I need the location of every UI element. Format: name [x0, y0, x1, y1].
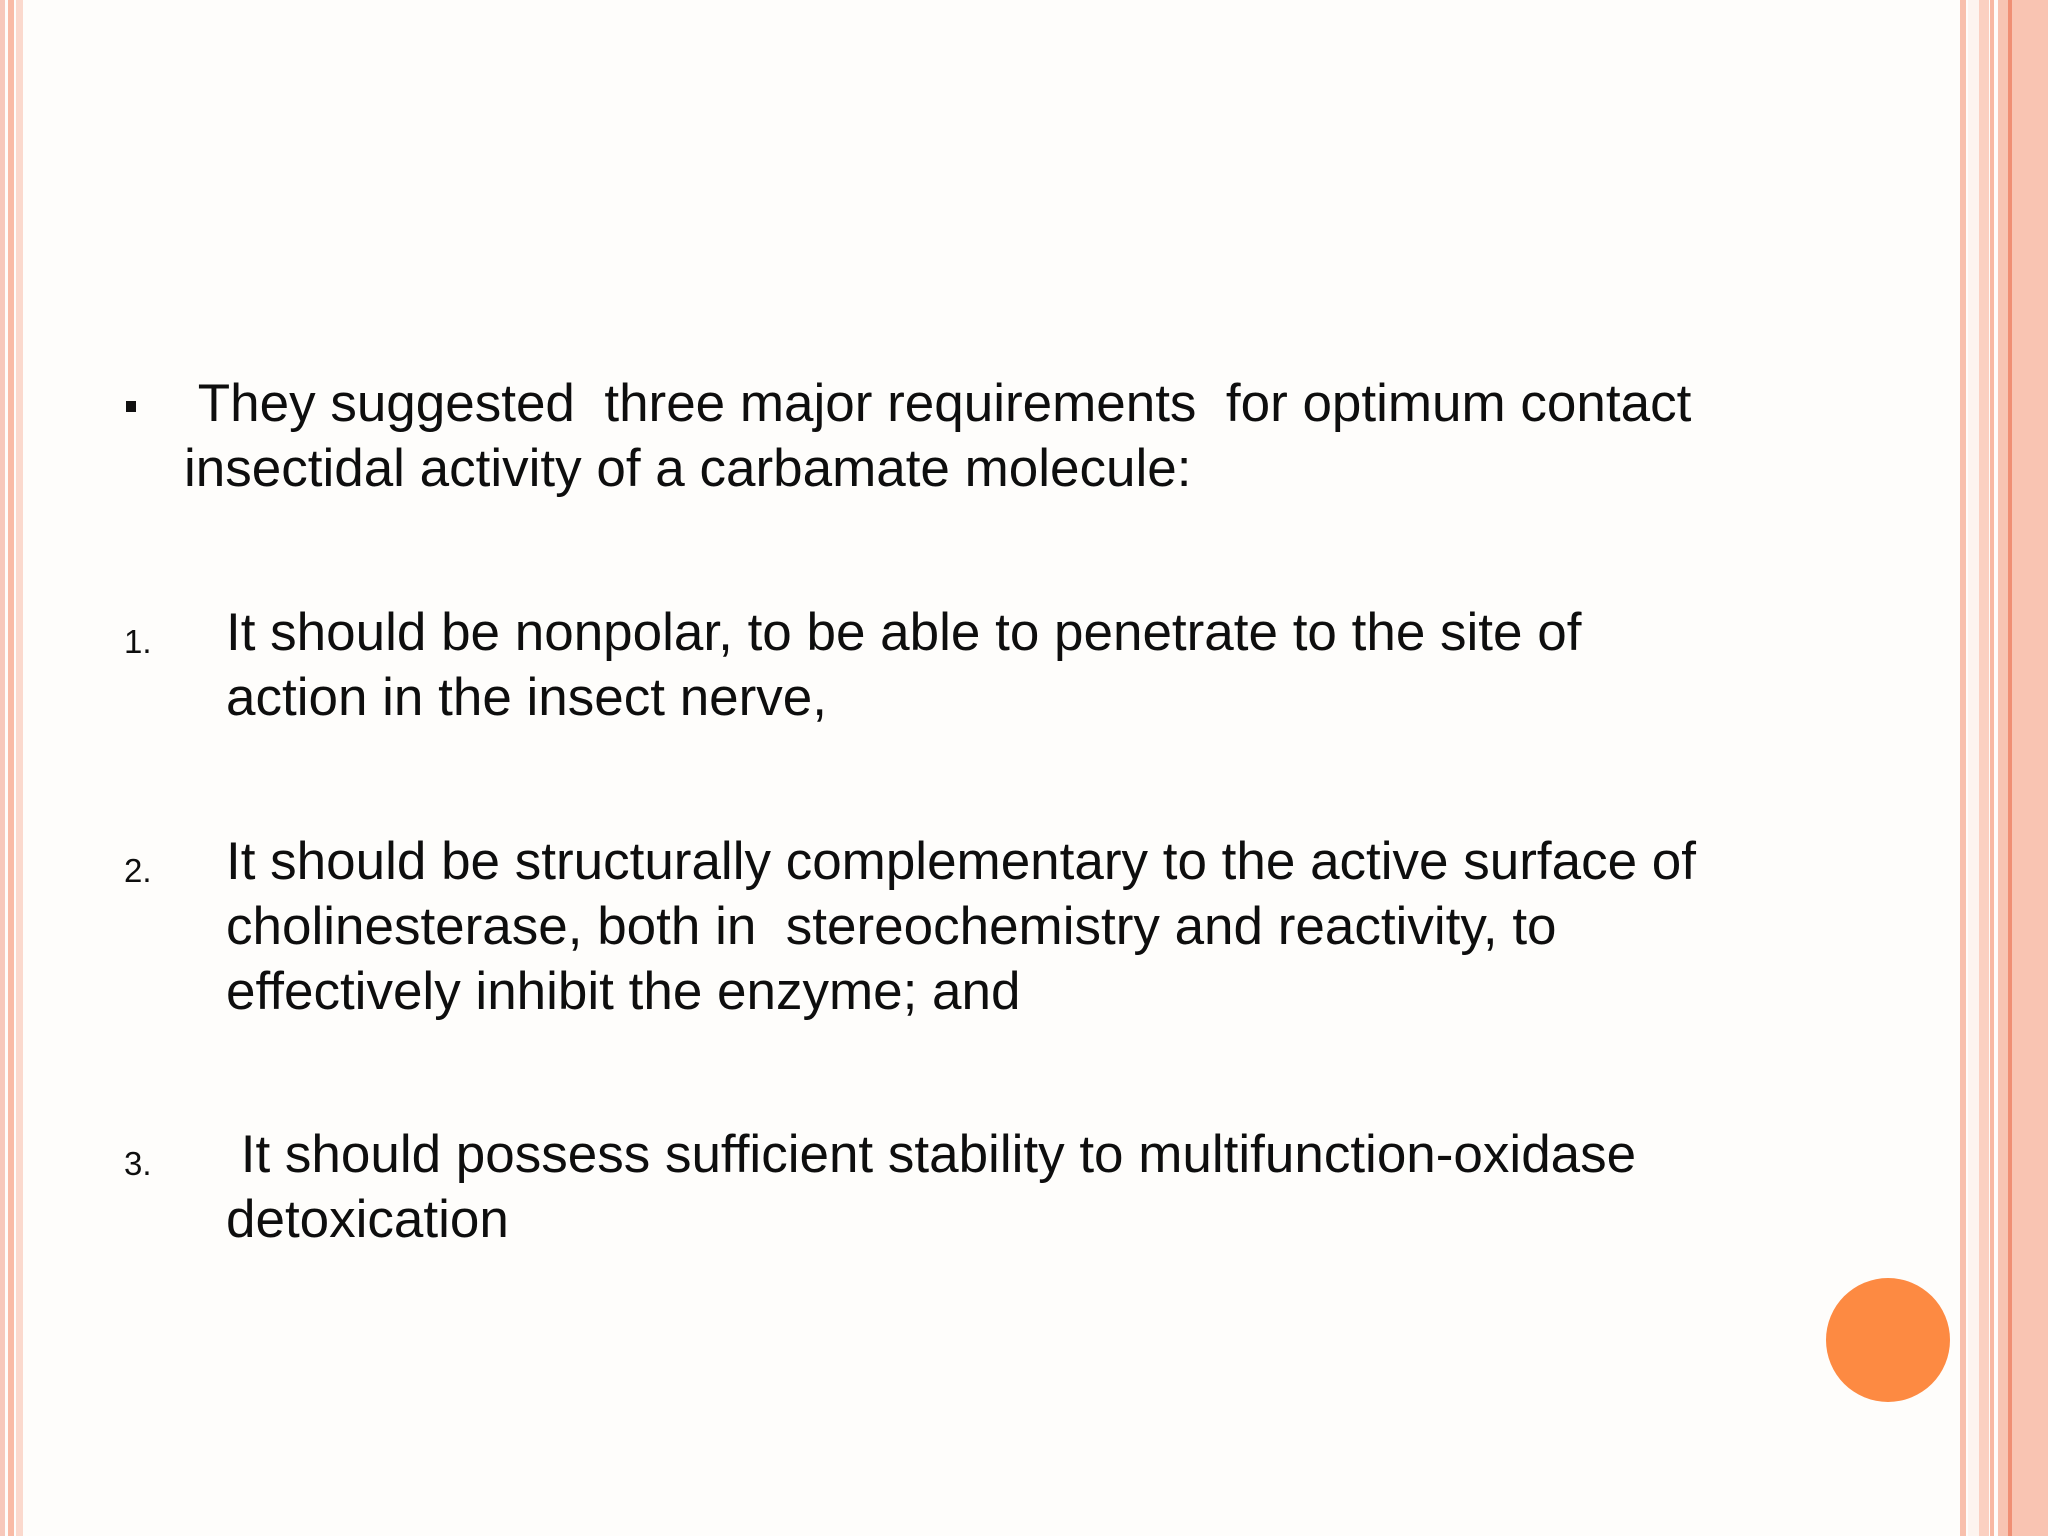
- orange-circle-decoration: [1826, 1278, 1950, 1402]
- list-item-line: It should be nonpolar, to be able to penetrate to the site of: [226, 603, 1582, 662]
- intro-line-1: They suggested three major requirements for optimum contact: [184, 374, 1692, 433]
- list-item-line: effectively inhibit the enzyme; and: [226, 962, 1021, 1021]
- list-item-line: detoxication: [226, 1190, 509, 1249]
- right-border-stripe: [1998, 0, 2008, 1536]
- right-border-stripe: [1968, 0, 1979, 1536]
- list-item-line: action in the insect nerve,: [226, 668, 828, 727]
- right-border-stripe: [1960, 0, 1966, 1536]
- list-item-line: cholinesterase, both in stereochemistry and reactivity, to: [226, 897, 1557, 956]
- left-border-stripe: [0, 0, 5, 1536]
- right-border-stripe: [1990, 0, 1994, 1536]
- right-border-stripe: [2012, 0, 2048, 1536]
- left-border-stripe: [8, 0, 14, 1536]
- list-item-line: It should be structurally complementary to the active surface of: [226, 832, 1696, 891]
- square-bullet-icon: [126, 401, 136, 412]
- intro-line-2: insectidal activity of a carbamate molecule:: [184, 439, 1192, 498]
- left-border-stripe: [16, 0, 23, 1536]
- list-item-line: It should possess sufficient stability to multifunction-oxidase: [226, 1125, 1637, 1184]
- list-item-number: 2.: [124, 852, 152, 889]
- right-border-stripe: [1979, 0, 1989, 1536]
- list-item-number: 1.: [124, 623, 152, 660]
- list-item-number: 3.: [124, 1145, 152, 1182]
